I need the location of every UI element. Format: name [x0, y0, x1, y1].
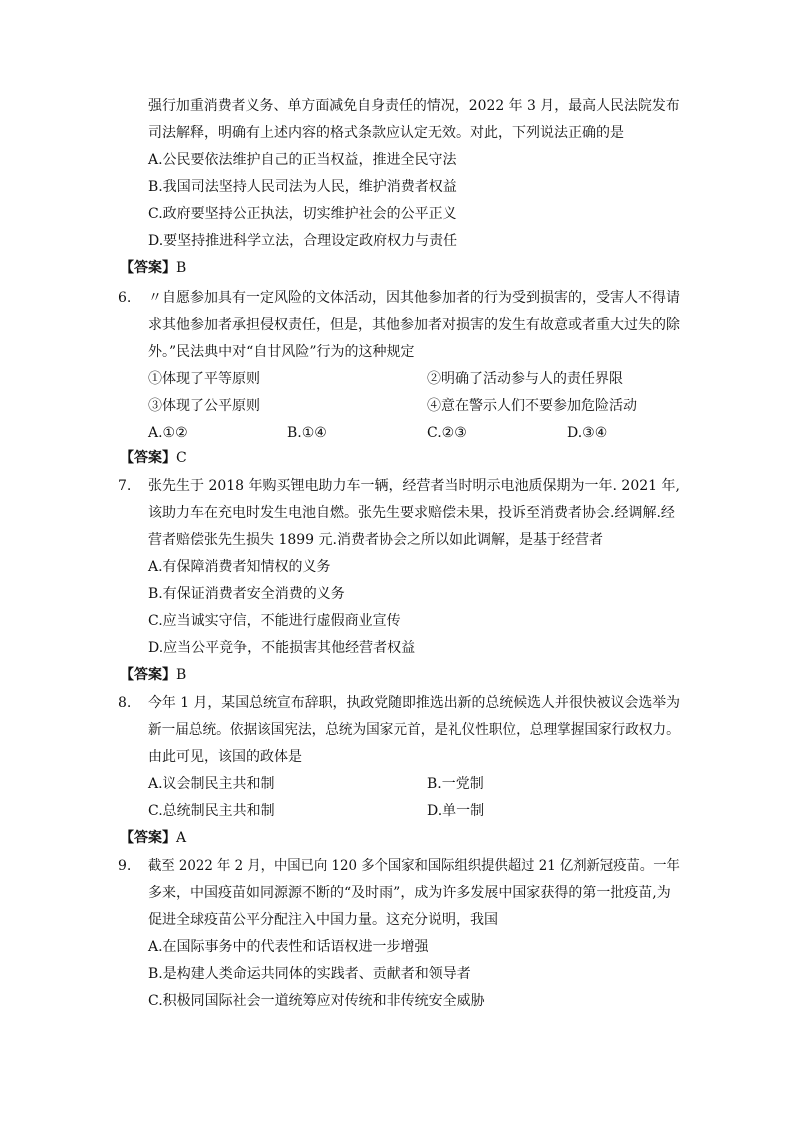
- q9-option-b: B.是构建人类命运共同体的实践者、贡献者和领导者: [148, 966, 471, 982]
- q7-number: 7.: [118, 478, 132, 494]
- q8-option-a: A.议会制民主共和制: [148, 776, 275, 792]
- q5-option-c: C.政府要坚持公正执法，切实维护社会的公平正义: [148, 206, 457, 222]
- q7-option-d: D.应当公平竞争，不能损害其他经营者权益: [148, 640, 416, 656]
- q7-stem-line-3: 营者赔偿张先生损失 1899 元.消费者协会之所以如此调解，是基于经营者: [148, 532, 603, 548]
- q9-stem-line-1: 截至 2022 年 2 月，中国已向 120 多个国家和国际组织提供超过 21 亿剂新冠疫苗。一年: [148, 858, 680, 874]
- q8-stem-line-3: 由此可见，该国的政体是: [148, 749, 302, 765]
- q5-option-a: A.公民要依法维护自己的正当权益，推进全民守法: [148, 152, 457, 168]
- q6-statement-1: ①体现了平等原则: [148, 371, 260, 387]
- q9-option-c: C.积极同国际社会一道统筹应对传统和非传统安全威胁: [148, 993, 485, 1009]
- q8-answer: [120, 828, 186, 848]
- q9-stem-line-3: 促进全球疫苗公平分配注入中国力量。这充分说明，我国: [148, 912, 498, 928]
- q8-option-b: B.一党制: [427, 776, 484, 792]
- q7-option-c: C.应当诚实守信，不能进行虚假商业宣传: [148, 613, 401, 629]
- answer-value: C: [176, 450, 187, 466]
- q7-option-b: B.有保证消费者安全消费的义务: [148, 586, 345, 602]
- answer-label: 【答案】: [120, 830, 176, 846]
- q6-statement-2: ②明确了活动参与人的责任界限: [427, 371, 623, 387]
- q6-option-c: C.②③: [427, 425, 467, 441]
- q6-stem-line-2: 求其他参加者承担侵权责任，但是，其他参加者对损害的发生有故意或者重大过失的除: [148, 317, 680, 333]
- q6-stem-line-1: 〃自愿参加具有一定风险的文体活动，因其他参加者的行为受到损害的，受害人不得请: [148, 290, 680, 306]
- answer-value: B: [176, 667, 187, 683]
- q6-option-b: B.①④: [287, 425, 327, 441]
- q8-stem-line-2: 新一届总统。依据该国宪法，总统为国家元首，是礼仪性职位，总理掌握国家行政权力。: [148, 722, 680, 738]
- q7-stem-line-2: 该助力车在充电时发生电池自燃。张先生要求赔偿未果，投诉至消费者协会.经调解.经: [148, 505, 675, 521]
- q8-option-d: D.单一制: [427, 803, 485, 819]
- answer-label: 【答案】: [120, 260, 176, 276]
- q6-option-a: A.①②: [148, 425, 188, 441]
- q9-option-a: A.在国际事务中的代表性和话语权进一步增强: [148, 939, 429, 955]
- q5-option-b: B.我国司法坚持人民司法为人民，维护消费者权益: [148, 179, 457, 195]
- answer-value: B: [176, 260, 187, 276]
- answer-label: 【答案】: [120, 667, 176, 683]
- q6-option-d: D.③④: [567, 425, 608, 441]
- q6-statement-4: ④意在警示人们不要参加危险活动: [427, 398, 637, 414]
- q8-stem-line-1: 今年 1 月，某国总统宣布辞职，执政党随即推选出新的总统候选人并很快被议会选举为: [148, 695, 681, 711]
- q8-number: 8.: [118, 695, 132, 711]
- q5-option-d: D.要坚持推进科学立法，合理设定政府权力与责任: [148, 233, 458, 249]
- q6-stem-line-3: 外。”民法典中对“自甘风险”行为的这种规定: [148, 344, 415, 360]
- q5-stem-line-2: 司法解释，明确有上述内容的格式条款应认定无效。对此，下列说法正确的是: [148, 125, 624, 141]
- q6-number: 6.: [118, 290, 132, 306]
- q7-stem-line-1: 张先生于 2018 年购买锂电助力车一辆，经营者当时明示电池质保期为一年. 2021 年,: [148, 478, 680, 494]
- q9-stem-line-2: 多来，中国疫苗如同源源不断的“及时雨”，成为许多发展中国家获得的第一批疫苗,为: [148, 885, 671, 901]
- q8-option-c: C.总统制民主共和制: [148, 803, 275, 819]
- answer-label: 【答案】: [120, 450, 176, 466]
- q6-statement-3: ③体现了公平原则: [148, 398, 260, 414]
- q7-option-a: A.有保障消费者知情权的义务: [148, 559, 331, 575]
- q6-answer: [120, 448, 187, 468]
- q9-number: 9.: [118, 858, 132, 874]
- answer-value: A: [176, 830, 187, 846]
- q7-answer: [120, 665, 186, 685]
- q5-stem-line-1: 强行加重消费者义务、单方面减免自身责任的情况，2022 年 3 月，最高人民法院发布: [148, 98, 680, 114]
- q5-answer: [120, 258, 186, 278]
